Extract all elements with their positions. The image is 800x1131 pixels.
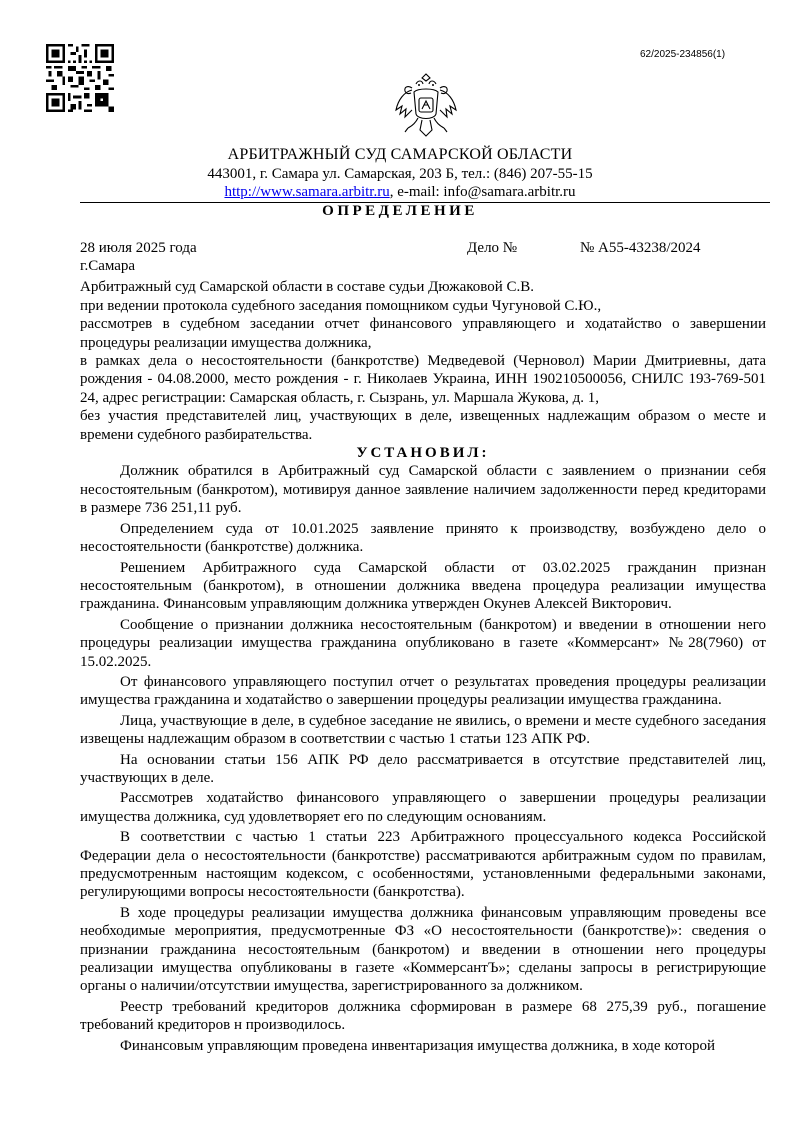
- paragraph: В ходе процедуры реализации имущества должника финансовым управляющим проведены все необходимые мероприятия, предусмотренные ФЗ «О несостоятельности (банкротстве)»: сведения о признании гражданина несостоятельным (банкротом) и введении в отношении него процедуры реализации имущества опубликованы в газете «КоммерсантЪ»; сделаны запросы в регистрирующие органы о наличии/отсутствии имущества, зарегистрированного за должником.: [80, 904, 766, 995]
- qr-code: [46, 44, 114, 112]
- case-label: Дело №: [467, 240, 518, 256]
- document-date: 28 июля 2025 года: [80, 240, 197, 256]
- paragraph: Лица, участвующие в деле, в судебное заседание не явились, о времени и месте судебного заседания извещены надлежащим образом в соответствии с частью 1 статьи 123 АПК РФ.: [80, 712, 766, 748]
- paragraph: Реестр требований кредиторов должника сформирован в размере 68 275,39 руб., погашение требований кредиторов н производилось.: [80, 998, 766, 1034]
- court-address: 443001, г. Самара ул. Самарская, 203 Б, тел.: (846) 207-55-15: [207, 166, 593, 182]
- paragraph: Финансовым управляющим проведена инвентаризация имущества должника, в ходе которой: [120, 1037, 716, 1054]
- intro-line: Арбитражный суд Самарской области в составе судьи Дюжаковой С.В.: [80, 279, 535, 296]
- court-contacts: [0, 184, 800, 201]
- intro-line: в рамках дела о несостоятельности (банкротстве) Медведевой (Черновол) Марии Дмитриевны, дата рождения - 04.08.2000, место рождения - г. Николаев Украина, ИНН 190210500056, СНИЛС 193-769-501 24, адрес регистрации: Самарская область, г. Сызрань, ул. Маршала Жукова, д. 1,: [80, 353, 766, 406]
- document-title: ОПРЕДЕЛЕНИЕ: [322, 203, 478, 219]
- document-body: [80, 257, 766, 1055]
- court-email: , e-mail: info@samara.arbitr.ru: [389, 184, 576, 200]
- intro-line: рассмотрев в судебном заседании отчет финансового управляющего и ходатайство о завершении процедуры реализации имущества должника,: [80, 316, 766, 351]
- paragraph: Должник обратился в Арбитражный суд Самарской области с заявлением о признании себя несостоятельным (банкротом), мотивируя данное заявление наличием задолженности перед кредиторами в размере 736 251,11 руб.: [80, 463, 766, 517]
- case-number: № А55-43238/2024: [580, 240, 701, 256]
- paragraph: От финансового управляющего поступил отчет о результатах проведения процедуры реализации имущества гражданина и ходатайство о завершении процедуры реализации имущества гражданина.: [80, 673, 766, 709]
- paragraph: На основании статьи 156 АПК РФ дело рассматривается в отсутствие представителей лиц, участвующих в деле.: [80, 751, 766, 786]
- document-number: 62/2025-234856(1): [640, 49, 726, 60]
- paragraph: Определением суда от 10.01.2025 заявление принято к производству, возбуждено дело о несостоятельности (банкротстве) должника.: [80, 520, 766, 556]
- paragraph: Рассмотрев ходатайство финансового управляющего о завершении процедуры реализации имущества должника, суд удовлетворяет его по следующим основаниям.: [80, 790, 766, 825]
- paragraph: В соответствии с частью 1 статьи 223 Арбитражного процессуального кодекса Российской Федерации дела о несостоятельности (банкротстве) рассматриваются арбитражным судом по правилам, предусмотренным настоящим кодексом, с особенностями, установленными федеральными законами, регулирующими вопросы несостоятельности (банкротства).: [80, 829, 766, 901]
- paragraph: Сообщение о признании должника несостоятельным (банкротом) и введении в отношении него процедуры реализации имущества гражданина опубликовано в газете «Коммерсант» №28(7960) от 15.02.2025.: [80, 616, 766, 670]
- paragraph: Решением Арбитражного суда Самарской области от 03.02.2025 гражданин признан несостоятельным (банкротом), в отношении должника введена процедура реализации имущества гражданина. Финансовым управляющим должника утвержден Окунев Алексей Викторович.: [80, 559, 766, 613]
- intro-line: при ведении протокола судебного заседания помощником судьи Чугуновой С.Ю.,: [80, 297, 602, 314]
- section-title: УСТАНОВИЛ:: [356, 445, 490, 462]
- court-name: АРБИТРАЖНЫЙ СУД САМАРСКОЙ ОБЛАСТИ: [227, 146, 573, 163]
- coat-of-arms-icon: [392, 72, 460, 142]
- intro-line: без участия представителей лиц, участвующих в деле, извещенных надлежащим образом о месте и времени судебного разбирательства.: [80, 408, 766, 443]
- court-website-link[interactable]: http://www.samara.arbitr.ru: [224, 184, 390, 200]
- city: г.Самара: [80, 258, 136, 274]
